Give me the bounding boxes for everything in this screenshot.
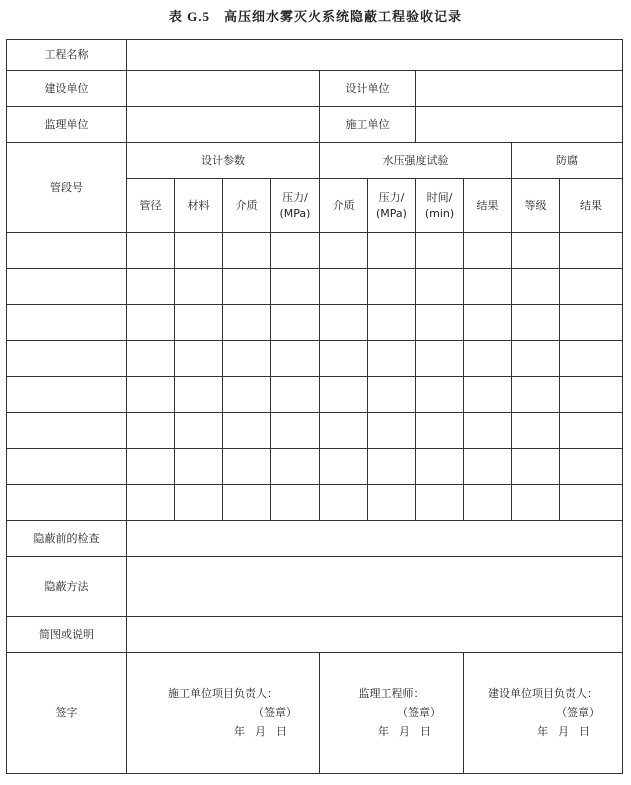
col-pressure-test-line1: 压力/ bbox=[378, 190, 405, 204]
project-name-value[interactable] bbox=[127, 40, 623, 71]
acceptance-record-table bbox=[6, 39, 623, 774]
builder-unit-value[interactable] bbox=[127, 71, 320, 107]
pipe-section-label: 管段号 bbox=[7, 143, 127, 233]
table-title-text: 高压细水雾灭火系统隐蔽工程验收记录 bbox=[224, 10, 463, 25]
builder-row bbox=[7, 71, 623, 107]
table-row bbox=[7, 269, 623, 305]
sketch-row bbox=[7, 617, 623, 653]
design-params-header: 设计参数 bbox=[127, 143, 320, 179]
builder-seal: （签章） bbox=[556, 706, 601, 719]
construction-seal: （签章） bbox=[253, 706, 297, 719]
col-pressure-design bbox=[271, 179, 320, 233]
signature-label: 签字 bbox=[7, 653, 127, 774]
supervision-unit-label: 监理单位 bbox=[7, 107, 127, 143]
col-result-anticorrosion: 结果 bbox=[560, 179, 623, 233]
construction-unit-value[interactable] bbox=[416, 107, 623, 143]
pre-conceal-row bbox=[7, 521, 623, 557]
builder-signature-box[interactable] bbox=[464, 653, 623, 774]
conceal-method-label: 隐蔽方法 bbox=[7, 557, 127, 617]
hydro-test-header: 水压强度试验 bbox=[320, 143, 512, 179]
col-pressure-test bbox=[368, 179, 416, 233]
col-time bbox=[416, 179, 464, 233]
col-time-line1: 时间/ bbox=[426, 190, 453, 204]
table-row bbox=[7, 485, 623, 521]
supervision-seal: （签章） bbox=[397, 706, 441, 719]
pre-conceal-check-label: 隐蔽前的检查 bbox=[7, 521, 127, 557]
design-unit-label: 设计单位 bbox=[320, 71, 416, 107]
construction-signature-box[interactable] bbox=[127, 653, 320, 774]
supervision-row bbox=[7, 107, 623, 143]
table-row bbox=[7, 305, 623, 341]
col-diameter: 管径 bbox=[127, 179, 175, 233]
builder-signer-role: 建设单位项目负责人： bbox=[488, 687, 599, 700]
construction-unit-label: 施工单位 bbox=[320, 107, 416, 143]
table-row bbox=[7, 377, 623, 413]
sketch-value[interactable] bbox=[127, 617, 623, 653]
signature-row bbox=[7, 653, 623, 774]
col-grade: 等级 bbox=[512, 179, 560, 233]
sketch-label: 简图或说明 bbox=[7, 617, 127, 653]
construction-signer-role: 施工单位项目负责人： bbox=[168, 687, 278, 700]
project-name-label: 工程名称 bbox=[7, 40, 127, 71]
col-material: 材料 bbox=[175, 179, 223, 233]
pre-conceal-check-value[interactable] bbox=[127, 521, 623, 557]
project-name-row bbox=[7, 40, 623, 71]
col-result-test: 结果 bbox=[464, 179, 512, 233]
col-medium-design: 介质 bbox=[223, 179, 271, 233]
col-time-line2: (min) bbox=[424, 206, 455, 220]
col-pressure-design-line1: 压力/ bbox=[282, 190, 308, 204]
supervision-signer-role: 监理工程师： bbox=[358, 687, 425, 700]
builder-unit-label: 建设单位 bbox=[7, 71, 127, 107]
construction-date: 年月日 bbox=[234, 725, 297, 738]
supervision-signature-box[interactable] bbox=[320, 653, 464, 774]
table-row bbox=[7, 233, 623, 269]
col-pressure-design-line2: (MPa) bbox=[279, 206, 311, 220]
group-header-row bbox=[7, 143, 623, 179]
table-row bbox=[7, 413, 623, 449]
supervision-unit-value[interactable] bbox=[127, 107, 320, 143]
anticorrosion-header: 防腐 bbox=[512, 143, 623, 179]
col-pressure-test-line2: (MPa) bbox=[376, 206, 407, 220]
builder-date: 年月日 bbox=[537, 725, 601, 738]
page-title bbox=[0, 6, 631, 25]
table-row bbox=[7, 449, 623, 485]
table-row bbox=[7, 341, 623, 377]
conceal-method-value[interactable] bbox=[127, 557, 623, 617]
supervision-date: 年月日 bbox=[378, 725, 441, 738]
col-medium-test: 介质 bbox=[320, 179, 368, 233]
design-unit-value[interactable] bbox=[416, 71, 623, 107]
conceal-method-row bbox=[7, 557, 623, 617]
table-number: 表 G.5 bbox=[168, 9, 211, 24]
